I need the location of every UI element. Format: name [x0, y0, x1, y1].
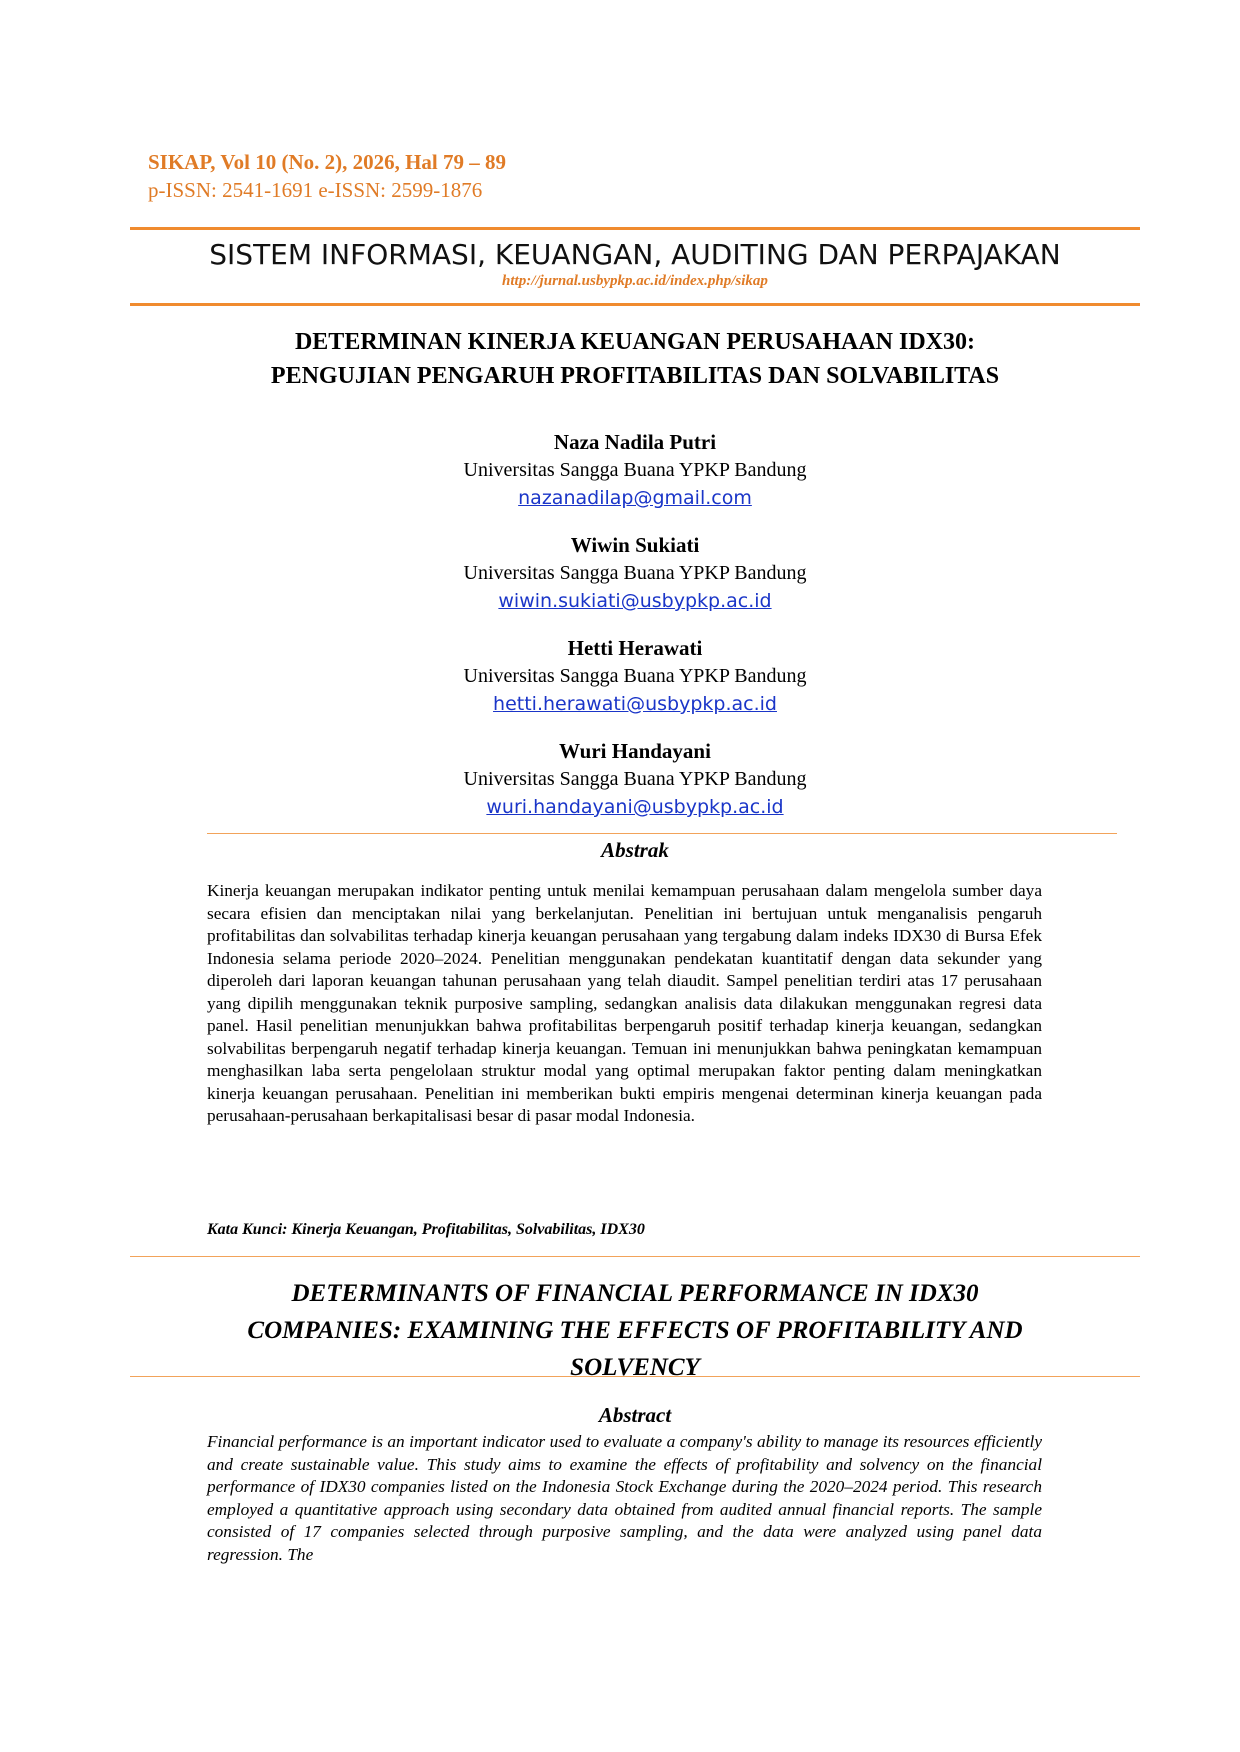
author-email-link[interactable]: hetti.herawati@usbypkp.ac.id — [493, 693, 777, 715]
abstrak-text: Kinerja keuangan merupakan indikator penting untuk menilai kemampuan perusahaan dalam mengelola sumber daya secara efisien dan menciptakan nilai yang berkelanjutan. Penelitian ini bertujuan untuk menganalisis pengaruh profitabilitas dan solvabilitas terhadap kinerja keuangan perusahaan yang tergabung dalam indeks IDX30 di Bursa Efek Indonesia selama periode 2020–2024. Penelitian menggunakan pendekatan kuantitatif dengan data sekunder yang diperoleh dari laporan keuangan tahunan perusahaan yang telah diaudit. Sampel penelitian terdiri atas 17 perusahaan yang dipilih menggunakan teknik purposive sampling, sedangkan analisis data dilakukan menggunakan regresi data panel. Hasil penelitian menunjukkan bahwa profitabilitas berpengaruh positif terhadap kinerja keuangan, sedangkan solvabilitas berpengaruh negatif terhadap kinerja keuangan. Temuan ini menunjukkan bahwa peningkatan kemampuan menghasilkan laba serta pengelolaan struktur modal yang optimal merupakan faktor penting dalam meningkatkan kinerja keuangan perusahaan. Penelitian ini memberikan bukti empiris mengenai determinan kinerja keuangan pada perusahaan-perusahaan berkapitalisasi besar di pasar modal Indonesia. — [207, 881, 1042, 1125]
journal-reference: SIKAP, Vol 10 (No. 2), 2026, Hal 79 – 89 — [148, 150, 507, 174]
journal-name: SISTEM INFORMASI, KEUANGAN, AUDITING DAN PERPAJAKAN — [209, 238, 1061, 271]
author-block — [130, 634, 1140, 718]
author-name: Wiwin Sukiati — [570, 533, 700, 557]
author-email-link[interactable]: wuri.handayani@usbypkp.ac.id — [486, 796, 784, 818]
keywords: Kata Kunci: Kinerja Keuangan, Profitabilitas, Solvabilitas, IDX30 — [207, 1221, 645, 1238]
author-name: Naza Nadila Putri — [553, 430, 717, 454]
title-en-divider — [130, 1376, 1140, 1377]
abstract-heading: Abstract — [598, 1403, 672, 1427]
author-affiliation: Universitas Sangga Buana YPKP Bandung — [463, 459, 807, 481]
author-block — [130, 428, 1140, 512]
author-block — [130, 531, 1140, 615]
title-en-line-3: SOLVENCY — [570, 1354, 700, 1381]
header-divider-top — [130, 227, 1140, 230]
journal-url-link[interactable]: http://jurnal.usbypkp.ac.id/index.php/sikap — [502, 273, 768, 289]
title-id-line-1: DETERMINAN KINERJA KEUANGAN PERUSAHAAN IDX30: — [294, 329, 976, 355]
author-block — [130, 737, 1140, 821]
author-name: Hetti Herawati — [567, 636, 703, 660]
paper-title-indonesian — [100, 325, 1170, 393]
paper-title-english — [100, 1275, 1170, 1386]
author-affiliation: Universitas Sangga Buana YPKP Bandung — [463, 665, 807, 687]
title-en-line-1: DETERMINANTS OF FINANCIAL PERFORMANCE IN IDX30 — [291, 1280, 979, 1307]
abstrak-divider-top — [207, 833, 1117, 834]
author-name: Wuri Handayani — [559, 739, 711, 763]
journal-issn: p-ISSN: 2541-1691 e-ISSN: 2599-1876 — [148, 178, 483, 202]
author-list — [130, 428, 1140, 840]
abstrak-divider-bottom — [130, 1256, 1140, 1257]
author-email-link[interactable]: wiwin.sukiati@usbypkp.ac.id — [498, 590, 772, 612]
header-divider-bottom — [130, 303, 1140, 306]
title-id-line-2: PENGUJIAN PENGARUH PROFITABILITAS DAN SOLVABILITAS — [270, 363, 1000, 389]
title-en-line-2: COMPANIES: EXAMINING THE EFFECTS OF PROFITABILITY AND — [247, 1317, 1023, 1344]
author-email-link[interactable]: nazanadilap@gmail.com — [518, 487, 752, 509]
abstract-text: Financial performance is an important indicator used to evaluate a company's ability to manage its resources efficiently and create sustainable value. This study aims to examine the effects of profitability and solvency on the financial performance of IDX30 companies listed on the Indonesia Stock Exchange during the 2020–2024 period. This research employed a quantitative approach using secondary data obtained from audited annual financial reports. The sample consisted of 17 companies selected through purposive sampling, and the data were analyzed using panel data regression. The — [207, 1432, 1042, 1564]
author-affiliation: Universitas Sangga Buana YPKP Bandung — [463, 768, 807, 790]
abstrak-heading: Abstrak — [601, 838, 669, 862]
author-affiliation: Universitas Sangga Buana YPKP Bandung — [463, 562, 807, 584]
journal-info — [148, 148, 506, 204]
